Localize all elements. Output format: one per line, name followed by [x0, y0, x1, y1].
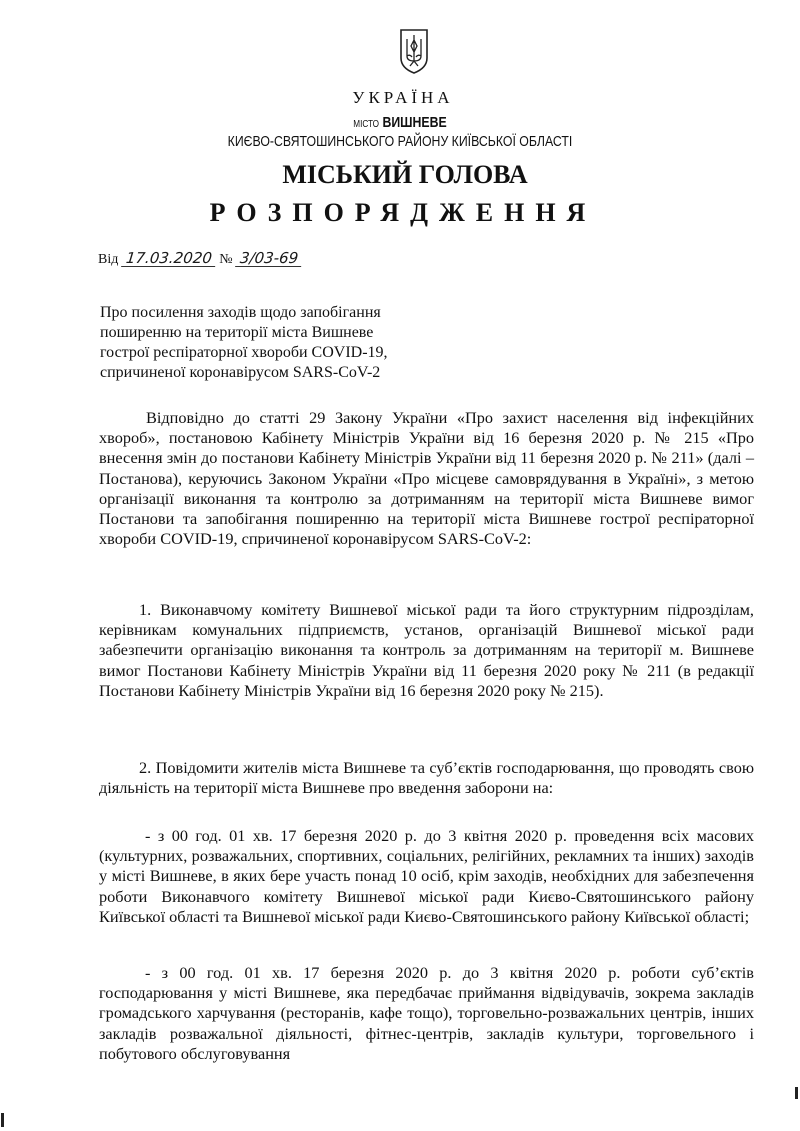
subject-line: спричиненої коронавірусом SARS-CoV-2 — [100, 364, 381, 381]
scan-mark — [795, 1087, 798, 1099]
document-type: РОЗПОРЯДЖЕННЯ — [209, 198, 597, 227]
item-1-paragraph: 1. Виконавчому комітету Вишневої міської ради та його структурним підрозділам, керівникам комунальних підприємств, установ, організацій Вишневої міської ради забезпечити організацію виконання та контроль за дотриманням на території м. Вишневе вимог Постанови Кабінету Міністрів України від 11 березня 2020 року № 211 (в редакції Постанови Кабінету Міністрів України від 16 березня 2020 року № 215). — [99, 600, 754, 700]
city-title: ВИШНЕВЕ — [382, 114, 447, 131]
document-number: 3/03-69 — [235, 250, 303, 267]
subject-line: поширенню на території міста Вишневе — [100, 324, 374, 341]
city-prefix: МІСТО — [353, 119, 380, 130]
district-name: КИЄВО-СВЯТОШИНСЬКОГО РАЙОНУ КИЇВСЬКОЇ ОБЛАСТІ — [227, 133, 573, 150]
registration-line — [98, 250, 302, 268]
preamble-paragraph: Відповідно до статті 29 Закону України «Про захист населення від інфекційних хвороб», постановою Кабінету Міністрів України від 16 березня 2020 р. № 215 «Про внесення змін до постанови Кабінету Міністрів України від 11 березня 2020 р. № 211» (далі – Постанова), керуючись Законом України «Про місцеве самоврядування в Україні», з метою організації виконання та контролю за дотриманням на території міста Вишневе вимог Постанови та запобігання поширенню на території міста Вишневе гострої респіраторної хвороби COVID-19, спричиненої коронавірусом SARS-CoV-2: — [99, 408, 754, 549]
authority-title: МІСЬКИЙ ГОЛОВА — [282, 160, 528, 189]
city-name — [72, 114, 728, 131]
date-label: Від — [98, 252, 119, 267]
item-2-paragraph: 2. Повідомити жителів міста Вишневе та суб’єктів господарювання, що проводять свою діяльність на території міста Вишневе про введення заборони на: — [99, 758, 754, 798]
document-date: 17.03.2020 — [121, 250, 217, 267]
subject-line: гострої респіраторної хвороби COVID-19, — [100, 344, 388, 361]
bullet-2-paragraph: - з 00 год. 01 хв. 17 березня 2020 р. до 3 квітня 2020 р. роботи суб’єктів господарювання у місті Вишневе, яка передбачає приймання відвідувачів, зокрема закладів громадського харчування (ресторанів, кафе тощо), торговельно-розважальних центрів, інших закладів розважальної діяльності, фітнес-центрів, закладів культури, торговельного і побутового обслуговування — [99, 963, 754, 1063]
coat-of-arms-icon — [399, 28, 429, 74]
country-name: УКРАЇНА — [352, 88, 454, 107]
document-subject — [100, 303, 388, 383]
subject-line: Про посилення заходів щодо запобігання — [100, 304, 381, 321]
scan-mark — [1, 1113, 4, 1127]
number-label: № — [219, 252, 233, 267]
bullet-1-paragraph: - з 00 год. 01 хв. 17 березня 2020 р. до 3 квітня 2020 р. проведення всіх масових (культурних, розважальних, спортивних, соціальних, релігійних, рекламних та інших) заходів у місті Вишневе, в яких бере участь понад 10 осіб, крім заходів, необхідних для забезпечення роботи Виконавчого комітету Вишневої міської ради Києво-Святошинського району Київської області та Вишневої міської ради Києво-Святошинського району Київської області; — [99, 826, 754, 926]
